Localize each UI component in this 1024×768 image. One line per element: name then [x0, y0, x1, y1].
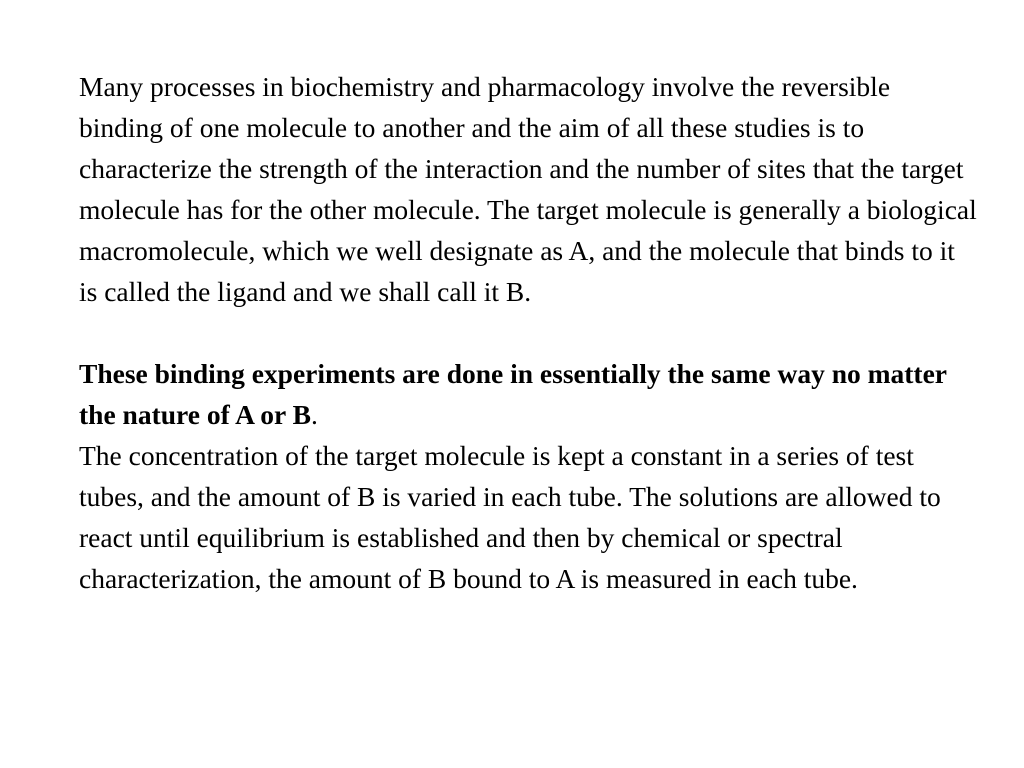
procedure-paragraph: The concentration of the target molecule is kept a constant in a series of test tubes, and the amount of B is varied in each tube. The solutions are allowed to react until equilibrium is established and then by chemical or spectral characterization, the amount of B bound to A is measured in each tube. — [79, 440, 941, 594]
slide-text-block — [79, 66, 979, 599]
bold-statement: These binding experiments are done in essentially the same way no matter the nature of A or B — [79, 358, 947, 430]
intro-paragraph: Many processes in biochemistry and pharmacology involve the reversible binding of one molecule to another and the aim of all these studies is to characterize the strength of the interaction and the number of sites that the target molecule has for the other molecule. The target molecule is generally a biological macromolecule, which we well designate as A, and the molecule that binds to it is called the ligand and we shall call it B. — [79, 71, 977, 307]
bold-statement-period: . — [310, 399, 318, 430]
binding-statement-paragraph — [79, 353, 979, 435]
paragraph-spacer — [79, 312, 979, 353]
